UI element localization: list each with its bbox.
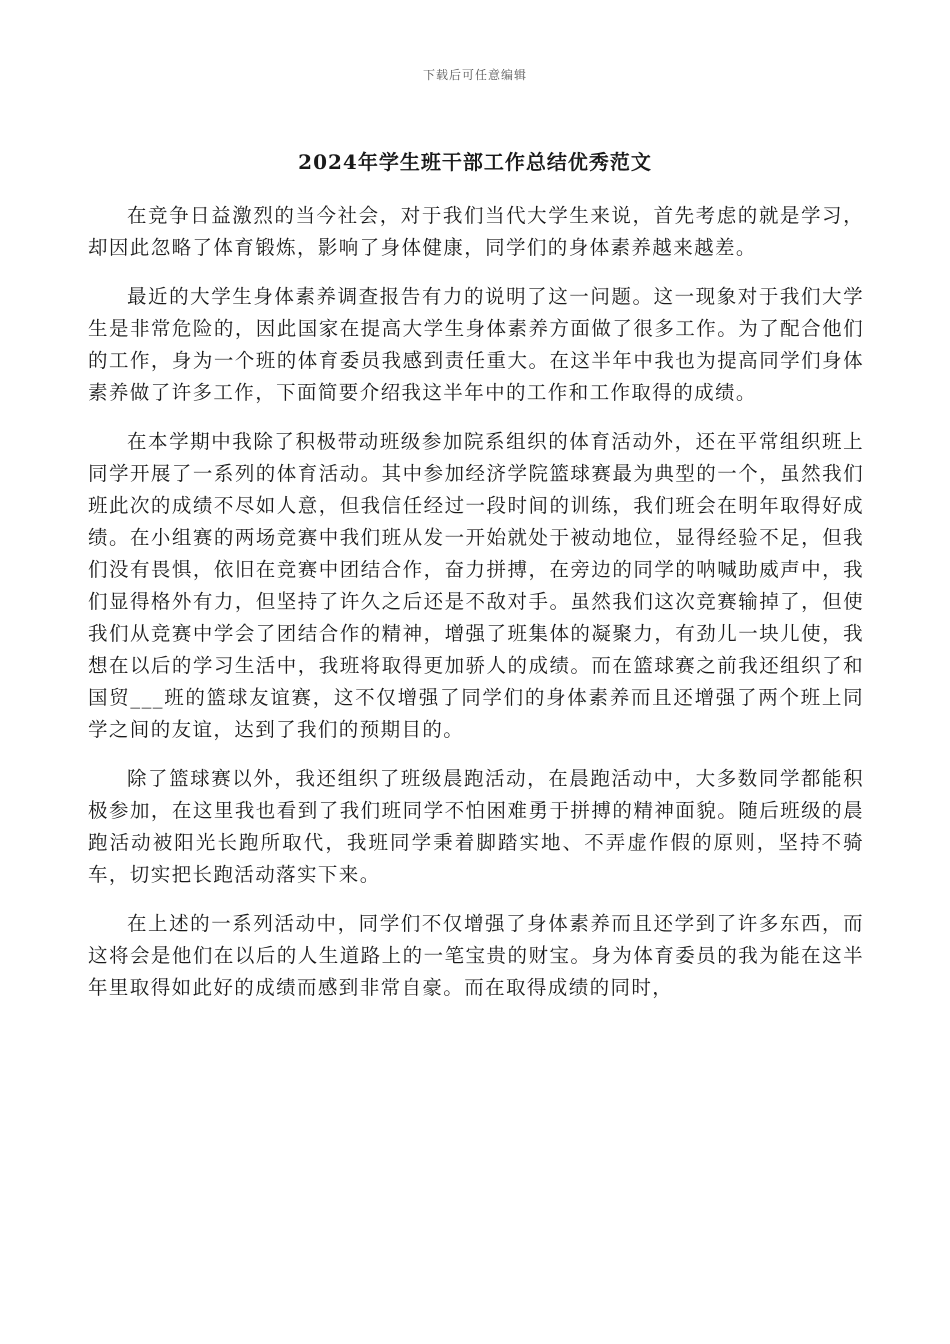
paragraph: 在竞争日益激烈的当今社会，对于我们当代大学生来说，首先考虑的就是学习，却因此忽略了体育锻炼，影响了身体健康，同学们的身体素养越来越差。 — [88, 204, 864, 259]
paragraph: 在上述的一系列活动中，同学们不仅增强了身体素养而且还学到了许多东西，而这将会是他们在以后的人生道路上的一笔宝贵的财宝。身为体育委员的我为能在这半年里取得如此好的成绩而感到非常自豪。而在取得成绩的同时， — [88, 912, 864, 999]
document-body — [88, 200, 864, 1021]
paragraph: 最近的大学生身体素养调查报告有力的说明了这一问题。这一现象对于我们大学生是非常危险的，因此国家在提高大学生身体素养方面做了很多工作。为了配合他们的工作，身为一个班的体育委员我感到责任重大。在这半年中我也为提高同学们身体素养做了许多工作，下面简要介绍我这半年中的工作和工作取得的成绩。 — [88, 285, 864, 404]
header-note: 下载后可任意编辑 — [422, 68, 527, 82]
document-title: 2024年学生班干部工作总结优秀范文 — [298, 150, 652, 174]
paragraph: 在本学期中我除了积极带动班级参加院系组织的体育活动外，还在平常组织班上同学开展了一系列的体育活动。其中参加经济学院篮球赛最为典型的一个，虽然我们班此次的成绩不尽如人意，但我信任经过一段时间的训练，我们班会在明年取得好成绩。在小组赛的两场竞赛中我们班从发一开始就处于被动地位，显得经验不足，但我们没有畏惧，依旧在竞赛中团结合作，奋力拼搏，在旁边的同学的呐喊助威声中，我们显得格外有力，但坚持了许久之后还是不敌对手。虽然我们这次竞赛输掉了，但使我们从竞赛中学会了团结合作的精神，增强了班集体的凝聚力，有劲儿一块儿使，我想在以后的学习生活中，我班将取得更加骄人的成绩。而在篮球赛之前我还组织了和国贸___班的篮球友谊赛，这不仅增强了同学们的身体素养而且还增强了两个班上同学之间的友谊，达到了我们的预期目的。 — [88, 430, 864, 741]
paragraph: 除了篮球赛以外，我还组织了班级晨跑活动，在晨跑活动中，大多数同学都能积极参加，在这里我也看到了我们班同学不怕困难勇于拼搏的精神面貌。随后班级的晨跑活动被阳光长跑所取代，我班同学秉着脚踏实地、不弄虚作假的原则，坚持不骑车，切实把长跑活动落实下来。 — [88, 767, 864, 886]
